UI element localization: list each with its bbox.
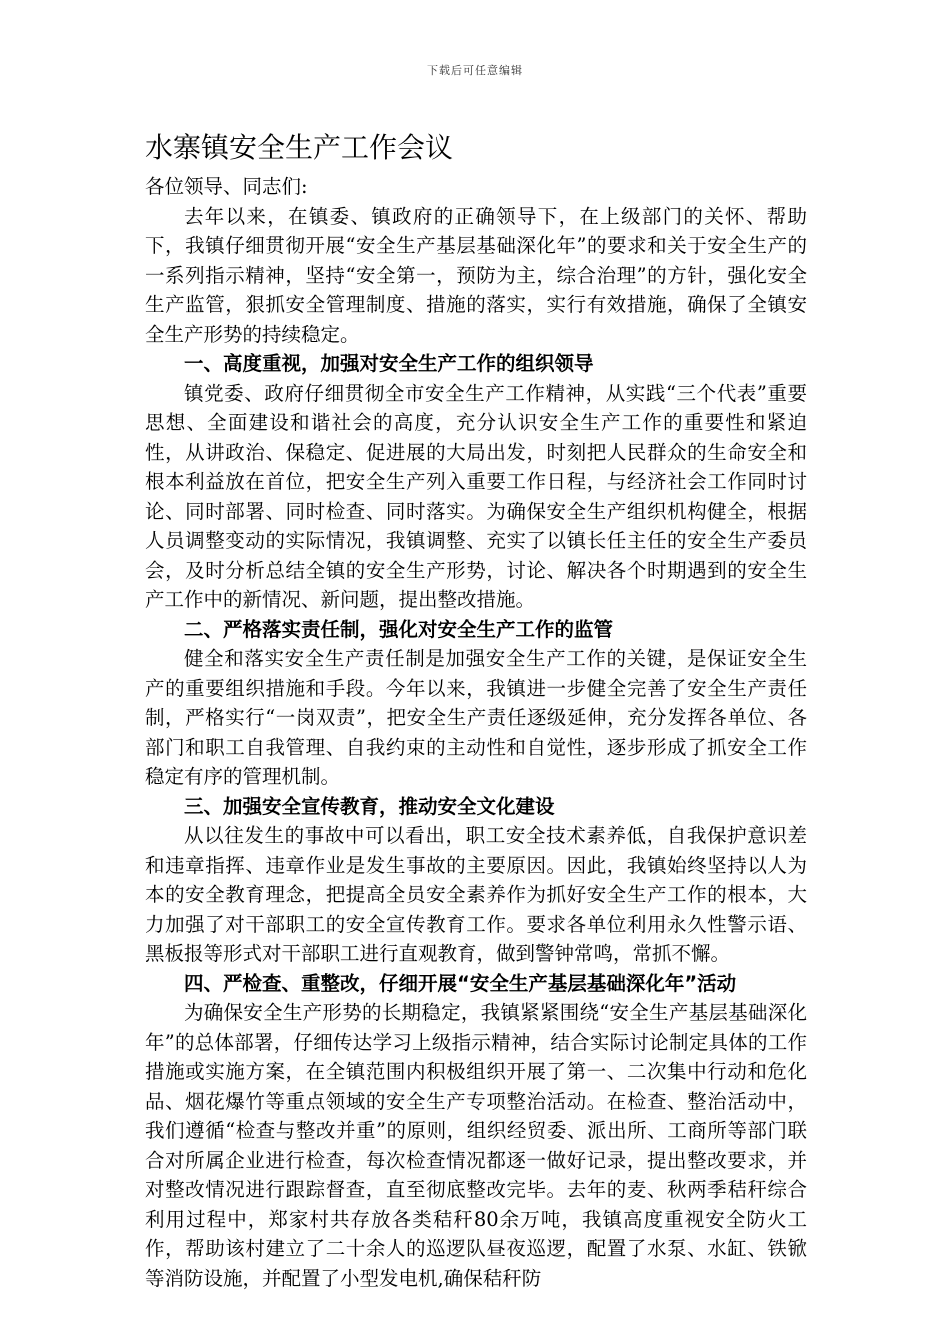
section-body-1: 镇党委、政府仔细贯彻全市安全生产工作精神，从实践“三个代表”重要思想、全面建设和谐社会的高度，充分认识安全生产工作的重要性和紧迫性，从讲政治、保稳定、促进展的大局出发，时刻把人民群众的生命安全和根本利益放在首位，把安全生产列入重要工作日程，与经济社会工作同时讨论、同时部署、同时检查、同时落实。为确保安全生产组织机构健全，根据人员调整变动的实际情况，我镇调整、充实了以镇长任主任的安全生产委员会，及时分析总结全镇的安全生产形势，讨论、解决各个时期遇到的安全生产工作中的新情况、新问题，提出整改措施。 [145,381,807,611]
section-body-2: 健全和落实安全生产责任制是加强安全生产工作的关键，是保证安全生产的重要组织措施和手段。今年以来，我镇进一步健全完善了安全生产责任制，严格实行“一岗双责”，把安全生产责任逐级延伸，充分发挥各单位、各部门和职工自我管理、自我约束的主动性和自觉性，逐步形成了抓安全工作稳定有序的管理机制。 [145,647,807,788]
section-heading-2: 二、严格落实责任制，强化对安全生产工作的监管 [184,617,614,641]
document-body [145,172,807,1293]
section-heading-3: 三、加强安全宣传教育，推动安全文化建设 [184,794,555,818]
header-note: 下载后可任意编辑 [427,64,523,77]
section-body-3: 从以往发生的事故中可以看出，职工安全技术素养低，自我保护意识差和违章指挥、违章作业是发生事故的主要原因。因此，我镇始终坚持以人为本的安全教育理念，把提高全员安全素养作为抓好安全生产工作的根本，大力加强了对干部职工的安全宣传教育工作。要求各单位利用永久性警示语、黑板报等形式对干部职工进行直观教育，做到警钟常鸣，常抓不懈。 [145,824,807,965]
section-body-4: 为确保安全生产形势的长期稳定，我镇紧紧围绕“安全生产基层基础深化年”的总体部署，仔细传达学习上级指示精神，结合实际讨论制定具体的工作措施或实施方案，在全镇范围内积极组织开展了第一、二次集中行动和危化品、烟花爆竹等重点领域的安全生产专项整治活动。在检查、整治活动中，我们遵循“检查与整改并重”的原则，组织经贸委、派出所、工商所等部门联合对所属企业进行检查，每次检查情况都逐一做好记录，提出整改要求，并对整改情况进行跟踪督查，直至彻底整改完毕。去年的麦、秋两季秸秆综合利用过程中，郑家村共存放各类秸秆80余万吨，我镇高度重视安全防火工作，帮助该村建立了二十余人的巡逻队昼夜巡逻，配置了水泵、水缸、铁锨等消防设施，并配置了小型发电机,确保秸秆防 [145,1001,807,1290]
document-title: 水寨镇安全生产工作会议 [145,131,454,164]
intro-paragraph: 去年以来，在镇委、镇政府的正确领导下，在上级部门的关怀、帮助下，我镇仔细贯彻开展“安全生产基层基础深化年”的要求和关于安全生产的一系列指示精神，坚持“安全第一，预防为主，综合治理”的方针，强化安全生产监管，狠抓安全管理制度、措施的落实，实行有效措施，确保了全镇安全生产形势的持续稳定。 [145,204,807,346]
section-heading-1: 一、高度重视，加强对安全生产工作的组织领导 [184,352,594,375]
section-heading-4: 四、严检查、重整改，仔细开展“安全生产基层基础深化年”活动 [184,971,737,995]
greeting: 各位领导、同志们: [145,175,308,198]
